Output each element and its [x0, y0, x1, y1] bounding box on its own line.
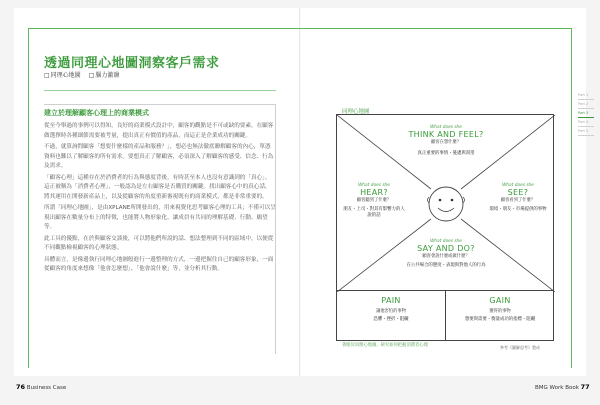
paragraph: 從至今舉過的事例可以得知，良好的商業模式設計中，顧客的觀點是不可或缺的要素。在顧客做選擇時各種細節需要被考量，提出真正有價值的產品，而這正是企業成功的關鍵。 — [44, 123, 274, 139]
zone-prompt: What does she — [430, 239, 462, 244]
zone-heading: HEAR? — [360, 188, 388, 197]
zone-item: 真正重要的事情・憂慮與渴望 — [417, 151, 475, 156]
gain-heading: GAIN — [489, 296, 511, 305]
zone-say-do — [383, 239, 509, 269]
zone-see — [483, 183, 553, 213]
paragraph: 所謂「同理心地圖」，是由XPLANE所開發出的，用來視覺化思考顧客心理的工具；不僅可以呈現出顧客在數量分布上的特徵，也能將人物形象化，讓成員有共同的理解基礎、行動、願望等。 — [44, 205, 276, 230]
pain-box — [337, 291, 445, 340]
zone-prompt: What does she — [430, 125, 462, 130]
zone-hear — [341, 183, 407, 219]
paragraph: 不過，就算詢問顧客「想要什麼樣的產品和服務？」，想必也無法徹底瞭解顧客的內心，單憑資料也難以了解顧客的所有需求。要想真正了解顧客，必須深入了解顧客的感受、信念、行為及需求。 — [44, 144, 274, 169]
side-tab[interactable]: Part 4 — [578, 120, 594, 127]
zone-question: 顧客在想什麼？ — [430, 140, 462, 145]
page-number-right: 77 — [580, 383, 590, 391]
figure-credit: 參考《圖解思考》製成 — [500, 345, 540, 350]
zone-item: 說的話 — [367, 213, 381, 218]
empathy-map — [336, 114, 554, 291]
paragraph: 具體而言，是像邊執行同理心地圖般進行一邊整理的方式，一邊把握住自己的顧客形象，一面從顧客的角度來想像「他會怎麼想」、「他會說什麼」等，並分析其行動。 — [44, 256, 274, 272]
side-tab[interactable]: Part 1 — [578, 93, 594, 100]
zone-question: 顧客聽到了什麼？ — [356, 198, 392, 203]
zone-question: 顧客會說什麼或做什麼？ — [422, 254, 470, 259]
zone-heading: THINK AND FEEL? — [408, 130, 484, 139]
gain-box — [446, 291, 554, 340]
gain-question: 獲得的事物 — [489, 309, 511, 314]
zone-think-feel — [391, 125, 501, 157]
pain-item: 恐懼・挫折・阻礙 — [373, 317, 409, 322]
page-number-left: 76 — [16, 383, 26, 391]
side-tab[interactable]: Part 2 — [578, 102, 594, 109]
side-tab-active[interactable]: Part 3 — [578, 111, 594, 118]
body-text — [44, 122, 276, 277]
title-rule — [44, 90, 276, 91]
zone-question: 顧客看到了什麼？ — [500, 198, 536, 203]
zone-item: 朋友・上司・對其有影響力的人 — [343, 207, 405, 212]
keyword-tag: □ 腦力激盪 — [89, 70, 120, 79]
paragraph: 「顧客心理」這種存在於消費者的行為與態度背後，有時甚至本人也沒有意識到的「真心」，這正被稱為「消費者心理」，一般認為是左右顧客是否購買的關鍵。找出顧客心中的真心話，將其運用在開發新產品上，以及從顧客的角度重新審視既有的商業模式，都是非常重要的。 — [44, 174, 271, 200]
side-tabs — [578, 93, 594, 138]
section-subtitle: 建立於理解顧客心理上的商業模式 — [44, 109, 149, 117]
zone-heading: SAY AND DO? — [417, 244, 475, 253]
paragraph: 此工具的優點，在於與顧客交談後，可以將他們所說的話、想法整理到不同的區域中，以便從不同觀點檢視顧客的心理狀態。 — [44, 235, 274, 251]
side-tab[interactable]: Part 5 — [578, 129, 594, 136]
page-title: 透過同理心地圖洞察客戶需求 — [44, 56, 220, 71]
keyword-tag: □ 同理心地圖 — [44, 70, 81, 79]
zone-heading: SEE? — [507, 188, 529, 197]
zone-item: 在公共場合的態度・表現與對他人的行為 — [406, 263, 486, 268]
pain-question: 讓他害怕的事物 — [375, 309, 407, 314]
face-icon — [428, 187, 465, 221]
figure-caption: 著眼於同理心地圖，研究如何把握消費者心理 — [342, 343, 428, 348]
keyword-tags — [44, 70, 119, 79]
gain-item: 想要與需要・衡量成功的指標・阻礙 — [464, 317, 536, 322]
section-divider — [44, 104, 276, 105]
zone-prompt: What does she — [358, 183, 390, 188]
footer-right-label: BMG Work Book — [535, 385, 579, 391]
zone-item: 環境・朋友・市場提供的事物 — [489, 207, 547, 212]
diagram-label: 同理心地圖 — [342, 109, 370, 115]
footer-left-label: Business Case — [26, 385, 67, 391]
zone-prompt: What does she — [502, 183, 534, 188]
pain-gain-panel — [336, 291, 554, 341]
footer-right — [535, 383, 590, 391]
pain-heading: PAIN — [381, 296, 401, 305]
footer-left — [16, 383, 66, 391]
